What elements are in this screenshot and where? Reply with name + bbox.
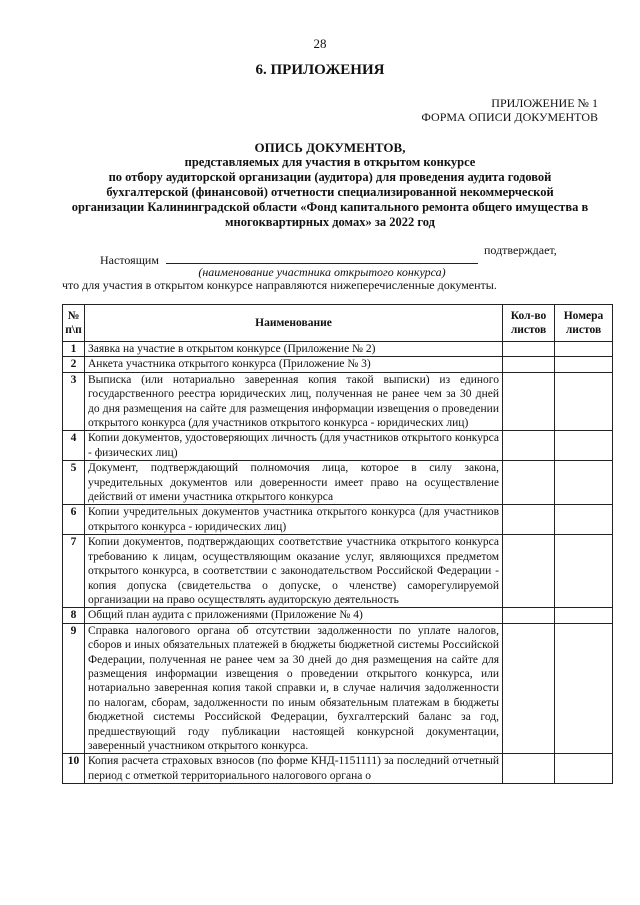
title-line-5: организации Калининградской области «Фонд капитального ремонта общего имущества в [71,200,589,214]
table-row [63,623,613,754]
row-name: Справка налогового органа об отсутствии задолженности по уплате налогов, сборов и иных обязательных платежей в бюджеты бюджетной системы Российской Федерации, полученная не ранее чем за 30 дней до дня размещения на сайте для размещения информации извещения о проведении открытого конкурса, или нотариально заверенная копия такой справки и, в случае наличия задолженности по налогам, сборам, задолженности по иным обязательным платежам в бюджеты бюджетной системы Российской Федерации, бухгалтерский баланс за год, предшествующий году публикации настоящей конкурсной документации, заверенный участником открытого конкурса. [85,623,503,754]
table-row [63,342,613,357]
sheet-count-cell[interactable] [503,461,555,505]
sheet-numbers-cell[interactable] [555,357,613,372]
statement-prefix: Настоящим [100,253,159,267]
header-name: Наименование [85,305,503,342]
sheet-count-cell[interactable] [503,623,555,754]
row-number: 9 [63,623,85,754]
title-line-3: по отбору аудиторской организации (аудитора) для проведения аудита годовой [108,170,552,184]
sheet-numbers-cell[interactable] [555,535,613,608]
sheet-numbers-cell[interactable] [555,623,613,754]
sheet-count-cell[interactable] [503,372,555,431]
document-title [60,140,600,230]
sheet-numbers-cell[interactable] [555,431,613,461]
sheet-count-cell[interactable] [503,754,555,784]
sheet-count-cell[interactable] [503,357,555,372]
statement-intro: что для участия в открытом конкурсе направляются нижеперечисленные документы. [62,278,497,292]
header-sheet-numbers: Номера листов [555,305,613,342]
title-line-4: бухгалтерской (финансовой) отчетности специализированной некоммерческой [106,185,554,199]
table-row [63,372,613,431]
row-name: Копии учредительных документов участника открытого конкурса (для участников открытого конкурса - юридических лиц) [85,505,503,535]
sheet-count-cell[interactable] [503,608,555,623]
documents-table [62,304,613,784]
row-number: 2 [63,357,85,372]
appendix-label [421,96,598,124]
row-number: 3 [63,372,85,431]
participant-name-line[interactable] [166,263,478,264]
row-number: 7 [63,535,85,608]
row-name: Общий план аудита с приложениями (Приложение № 4) [85,608,503,623]
sheet-numbers-cell[interactable] [555,461,613,505]
row-number: 5 [63,461,85,505]
table-row [63,461,613,505]
header-sheet-count: Кол-во листов [503,305,555,342]
row-number: 1 [63,342,85,357]
table-row [63,505,613,535]
row-number: 4 [63,431,85,461]
row-number: 8 [63,608,85,623]
table-row [63,431,613,461]
table-row [63,608,613,623]
row-name: Выписка (или нотариально заверенная копия такой выписки) из единого государственного реестра юридических лиц, полученная не ранее чем за 30 дней до дня размещения на сайте для размещения информации извещения о проведении открытого конкурса (для участников открытого конкурса - юридических лиц) [85,372,503,431]
row-name: Копии документов, удостоверяющих личность (для участников открытого конкурса - физических лиц) [85,431,503,461]
row-name: Анкета участника открытого конкурса (Приложение № 3) [85,357,503,372]
sheet-numbers-cell[interactable] [555,372,613,431]
table-row [63,754,613,784]
row-name: Документ, подтверждающий полномочия лица, которое в силу закона, учредительных документов или доверенности имеет право на осуществление действий от имени участника открытого конкурса [85,461,503,505]
row-number: 6 [63,505,85,535]
section-title: 6. ПРИЛОЖЕНИЯ [255,62,385,78]
appendix-form-name: ФОРМА ОПИСИ ДОКУМЕНТОВ [421,110,598,124]
row-name: Заявка на участие в открытом конкурсе (Приложение № 2) [85,342,503,357]
title-line-1: ОПИСЬ ДОКУМЕНТОВ, [254,140,406,155]
table-row [63,535,613,608]
title-line-6: многоквартирных домах» за 2022 год [225,215,435,229]
sheet-count-cell[interactable] [503,342,555,357]
page-number: 28 [313,36,327,51]
sheet-count-cell[interactable] [503,431,555,461]
row-number: 10 [63,754,85,784]
row-name: Копии документов, подтверждающих соответствие участника открытого конкурса требованию к лицам, осуществляющим оказание услуг, являющихся предметом открытого конкурса, в соответствии с законодательством Российской Федерации - копия допуска (свидетельства о допуске, о членстве) саморегулируемой организации на право осуществлять аудиторскую деятельность [85,535,503,608]
participant-name-hint: (наименование участника открытого конкурса) [198,265,446,279]
appendix-number: ПРИЛОЖЕНИЕ № 1 [491,96,598,110]
table-row [63,357,613,372]
sheet-numbers-cell[interactable] [555,505,613,535]
statement-suffix: подтверждает, [484,243,557,257]
sheet-count-cell[interactable] [503,505,555,535]
title-line-2: представляемых для участия в открытом конкурсе [184,155,476,169]
table-header-row [63,305,613,342]
sheet-count-cell[interactable] [503,535,555,608]
sheet-numbers-cell[interactable] [555,608,613,623]
row-name: Копия расчета страховых взносов (по форме КНД-1151111) за последний отчетный период с отметкой территориального налогового органа о [85,754,503,784]
sheet-numbers-cell[interactable] [555,754,613,784]
header-number: № п\п [63,305,85,342]
sheet-numbers-cell[interactable] [555,342,613,357]
